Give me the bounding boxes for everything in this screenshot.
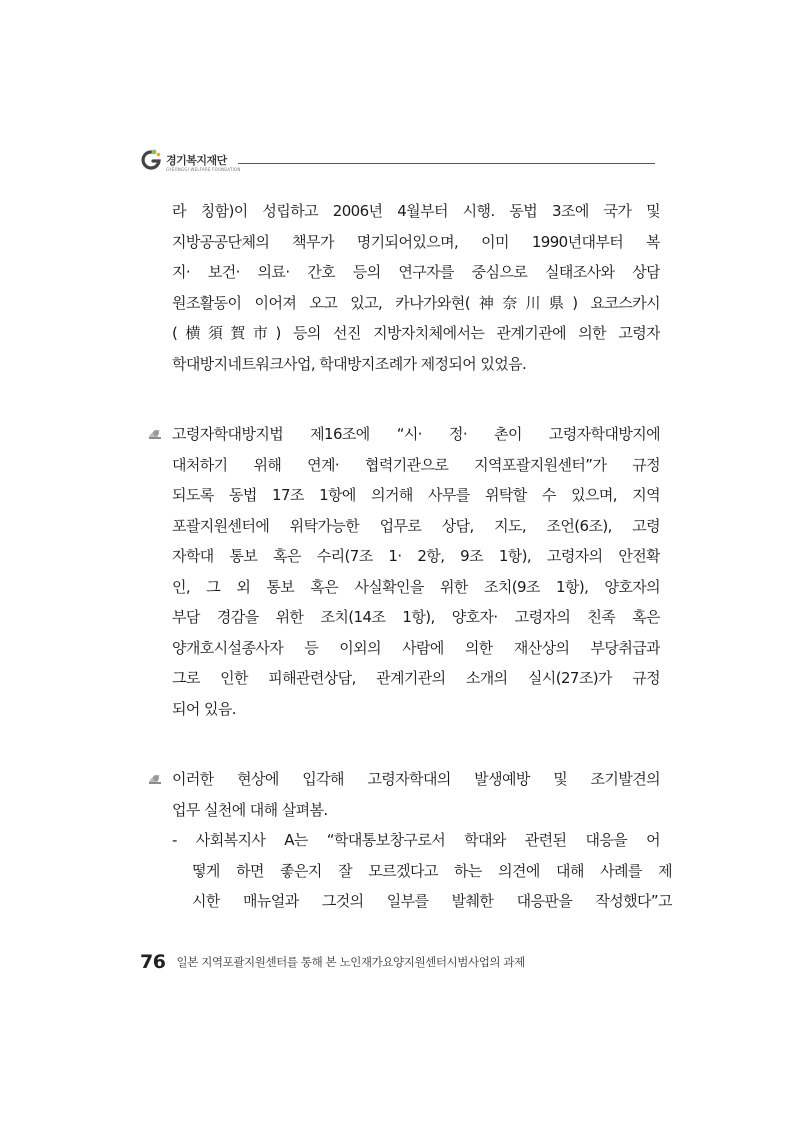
body-text xyxy=(160,196,672,917)
text-line: 포괄지원센터에 위탁가능한 업무로 상담, 지도, 조언(6조), 고령 xyxy=(172,516,660,535)
text-line: 라 칭함)이 성립하고 2006년 4월부터 시행. 동법 3조에 국가 및 xyxy=(172,202,660,220)
text-line: 인, 그 외 통보 혹은 사실확인을 위한 조치(9조 1항), 양호자의 xyxy=(172,577,660,596)
text-line: 그로 인한 피해관련상담, 관계기관의 소개의 실시(27조)가 규정 xyxy=(172,669,660,687)
text-line: 고령자학대방지법 제16조에 “시· 정· 촌이 고령자학대방지에 xyxy=(172,425,660,443)
page-footer xyxy=(140,951,525,977)
text-line: 자학대 통보 혹은 수리(7조 1· 2항, 9조 1항), 고령자의 안전확 xyxy=(172,547,660,565)
text-line: 되어 있음. xyxy=(172,699,236,718)
text-line: 되도록 동법 17조 1항에 의거해 사무를 위탁할 수 있으며, 지역 xyxy=(172,486,660,504)
text-line: 원조활동이 이어져 오고 있고, 카나가와현(神奈川県) 요코스카시 xyxy=(172,293,660,312)
text-line: 업무 실천에 대해 살펴봄. xyxy=(172,800,328,819)
paragraph-2 xyxy=(148,419,660,724)
text-line: 대처하기 위해 연계· 협력기관으로 지역포괄지원센터”가 규정 xyxy=(172,455,660,474)
header-divider xyxy=(238,163,655,164)
text-line: 부담 경감을 위한 조치(14조 1항), 양호자· 고령자의 친족 혹은 xyxy=(172,608,660,626)
paragraph-3 xyxy=(148,764,672,917)
sub-item-line: 떻게 하면 좋은지 잘 모르겠다고 하는 의견에 대해 사례를 제 xyxy=(192,861,672,880)
foundation-logo-icon xyxy=(140,148,162,172)
bullet-icon xyxy=(148,428,162,440)
text-line: 이러한 현상에 입각해 고령자학대의 발생예방 및 조기발견의 xyxy=(172,770,660,788)
text-line: 지· 보건· 의료· 간호 등의 연구자를 중심으로 실태조사와 상담 xyxy=(172,263,660,281)
sub-item-line: - 사회복지사 A는 “학대통보창구로서 학대와 관련된 대응을 어 xyxy=(172,831,660,849)
paragraph-1 xyxy=(172,196,660,379)
text-line: 지방공공단체의 책무가 명기되어있으며, 이미 1990년대부터 복 xyxy=(172,232,660,251)
sub-item-line: 시한 매뉴얼과 그것의 일부를 발췌한 대응판을 작성했다”고 xyxy=(192,892,672,910)
org-name: 경기복지재단 xyxy=(166,154,227,167)
text-line: (横須賀市) 등의 선진 지방자치체에서는 관계기관에 의한 고령자 xyxy=(172,324,660,342)
text-line: 양개호시설종사자 등 이외의 사람에 의한 재산상의 부당취급과 xyxy=(172,638,660,657)
text-line: 학대방지네트워크사업, 학대방지조례가 제정되어 있었음. xyxy=(172,354,527,373)
org-subtitle: GYEONGGI WELFARE FOUNDATION xyxy=(166,167,241,172)
page-number: 76 xyxy=(140,951,166,973)
page-header xyxy=(140,146,655,178)
running-title: 일본 지역포괄지원센터를 통해 본 노인재가요양지원센터시범사업의 과제 xyxy=(176,955,525,969)
bullet-icon xyxy=(148,773,162,785)
